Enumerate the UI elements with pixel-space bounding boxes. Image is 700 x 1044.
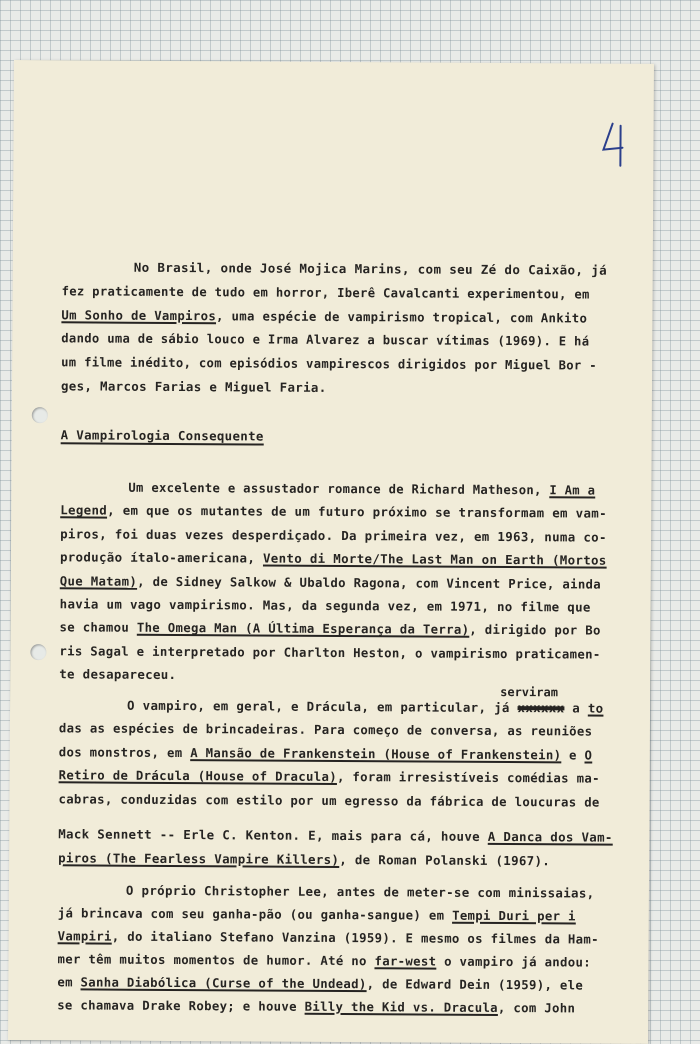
text-run: produção ítalo-americana, <box>59 549 264 566</box>
film-title: Billy the Kid vs. Dracula <box>304 998 498 1015</box>
para4-line <box>58 929 599 946</box>
para4-line <box>126 884 595 901</box>
text-run: No Brasil, onde José Mojica Marins, com seu Zé do Caixão, já <box>133 259 608 278</box>
text-run: , de Sidney Salkow & Ubaldo Ragona, com Vincent Price, ainda <box>137 573 602 592</box>
text-run: a <box>564 700 588 716</box>
film-title: to <box>587 700 604 716</box>
para2-line <box>59 667 176 682</box>
film-title: Sanha Diabólica (Curse of the Undead) <box>80 974 367 992</box>
film-title: I Am a <box>549 482 596 498</box>
paragraph-brazil <box>14 60 654 395</box>
film-title: O <box>584 747 593 763</box>
para3-line <box>59 768 600 785</box>
text-run: das as espécies de brincadeiras. Para começo de conversa, as reuniões <box>58 720 593 739</box>
para4-line <box>57 998 575 1015</box>
para1-line <box>62 284 590 301</box>
text-run: ris Sagal e interpretado por Charlton Heston, o vampirismo praticamen- <box>59 643 601 662</box>
text-run: , em que os mutantes de um futuro próximo se transformam em vam- <box>107 502 607 522</box>
film-title: A Mansão de Frankenstein (House of Frankenstein) <box>190 744 562 763</box>
para1-line <box>61 332 589 349</box>
film-title: Que Matam) <box>59 572 138 589</box>
film-title: Vento di Morte/The Last Man on Earth (Mortos <box>262 550 607 568</box>
punch-hole-top <box>32 407 48 423</box>
text-run: e <box>561 747 585 763</box>
text-run: , foram irresistíveis comédias ma- <box>336 769 600 786</box>
text-run: Um excelente e assustador romance de Richard Matheson, <box>128 479 550 498</box>
text-run: , do italiano Stefano Vanzina (1959). E mesmo os filmes da Ham- <box>111 928 599 947</box>
text-run: já brincava com seu ganha-pão (ou ganha-sangue) em <box>57 905 453 923</box>
text-run: , de Edward Dein (1959), ele <box>366 976 584 993</box>
punch-hole-bottom <box>30 644 46 660</box>
film-title: far-west <box>374 953 437 969</box>
text-run: havia um vago vampirismo. Mas, da segunda vez, em 1971, no filme que <box>59 596 591 615</box>
para3-line <box>58 792 599 809</box>
para2-line <box>60 504 607 521</box>
text-run: fez praticamente de tudo em horror, Iberê Cavalcanti experimentou, em <box>61 283 590 302</box>
film-title: Tempi Duri per i <box>452 907 576 924</box>
para1-line <box>61 308 587 325</box>
text-run: piros, foi duas vezes desperdiçado. Da primeira vez, em 1963, numa co- <box>60 526 607 545</box>
text-run: , uma espécie de vampirismo tropical, com Ankito <box>216 307 588 326</box>
para2-line <box>128 481 595 498</box>
text-run: cabras, conduzidas com estilo por um egresso da fábrica de loucuras de <box>58 790 600 810</box>
para2-line <box>60 574 601 591</box>
text-run: ges, Marcos Farias e Miguel Faria. <box>60 378 327 395</box>
para4-line <box>57 975 583 992</box>
para2-line <box>59 644 600 661</box>
para4-line <box>58 906 576 923</box>
para1-line <box>61 355 597 372</box>
para3-line <box>58 851 550 868</box>
svg-text:4: 4 <box>598 119 600 121</box>
para2-line <box>60 597 591 614</box>
text-run: , dirigido por Bo <box>469 622 601 638</box>
para2-line <box>60 550 607 567</box>
text-run: se chamou <box>59 619 137 636</box>
typewritten-page <box>8 60 654 1044</box>
text-run: dos monstros, em <box>58 744 191 760</box>
text-run: O próprio Christopher Lee, antes de meter-se com minissaias, <box>125 882 595 901</box>
film-title: piros (The Fearless Vampire Killers) <box>58 850 340 868</box>
text-run: Mack Sennett -- Erle C. Kenton. E, mais para cá, houve <box>58 826 488 844</box>
para2-line <box>59 621 600 638</box>
struck-out-word: xxxxxx <box>517 700 565 716</box>
handwritten-insertion: serviram <box>500 684 558 700</box>
film-title: Retiro de Drácula (House of Dracula) <box>58 767 338 785</box>
text-run: te desapareceu. <box>59 666 177 683</box>
text-run: , com John <box>497 999 576 1016</box>
para1-line <box>61 379 327 395</box>
para3-line <box>59 745 593 762</box>
para3-line <box>127 699 603 716</box>
film-title: A Danca dos Vam- <box>487 828 613 845</box>
para3-line <box>59 722 593 739</box>
film-title: The Omega Man (A Última Esperança da Terra) <box>136 620 470 638</box>
film-title: Legend <box>60 502 108 518</box>
text-run: mer têm muitos momentos de humor. Até no <box>57 951 375 969</box>
film-title: Um Sonho de Vampiros <box>61 306 217 323</box>
handwritten-page-number <box>598 120 628 170</box>
para1-line <box>134 261 607 278</box>
text-run: o vampiro já andou: <box>436 953 592 970</box>
text-run: em <box>57 974 81 990</box>
text-run: dando uma de sábio louco e Irma Alvarez a buscar vítimas (1969). E há <box>61 330 590 349</box>
para3-line <box>58 827 613 844</box>
para4-line <box>57 952 591 969</box>
text-run: , de Roman Polanski (1967). <box>339 852 551 869</box>
text-run: um filme inédito, com episódios vampirescos dirigidos por Miguel Bor - <box>61 354 597 373</box>
section-heading: A Vampirologia Consequente <box>60 427 264 444</box>
film-title: Vampiri <box>57 928 112 944</box>
para2-line <box>60 527 607 544</box>
text-run: O vampiro, em geral, e Drácula, em particular, já <box>127 697 518 716</box>
text-run: se chamava Drake Robey; e houve <box>57 997 305 1014</box>
